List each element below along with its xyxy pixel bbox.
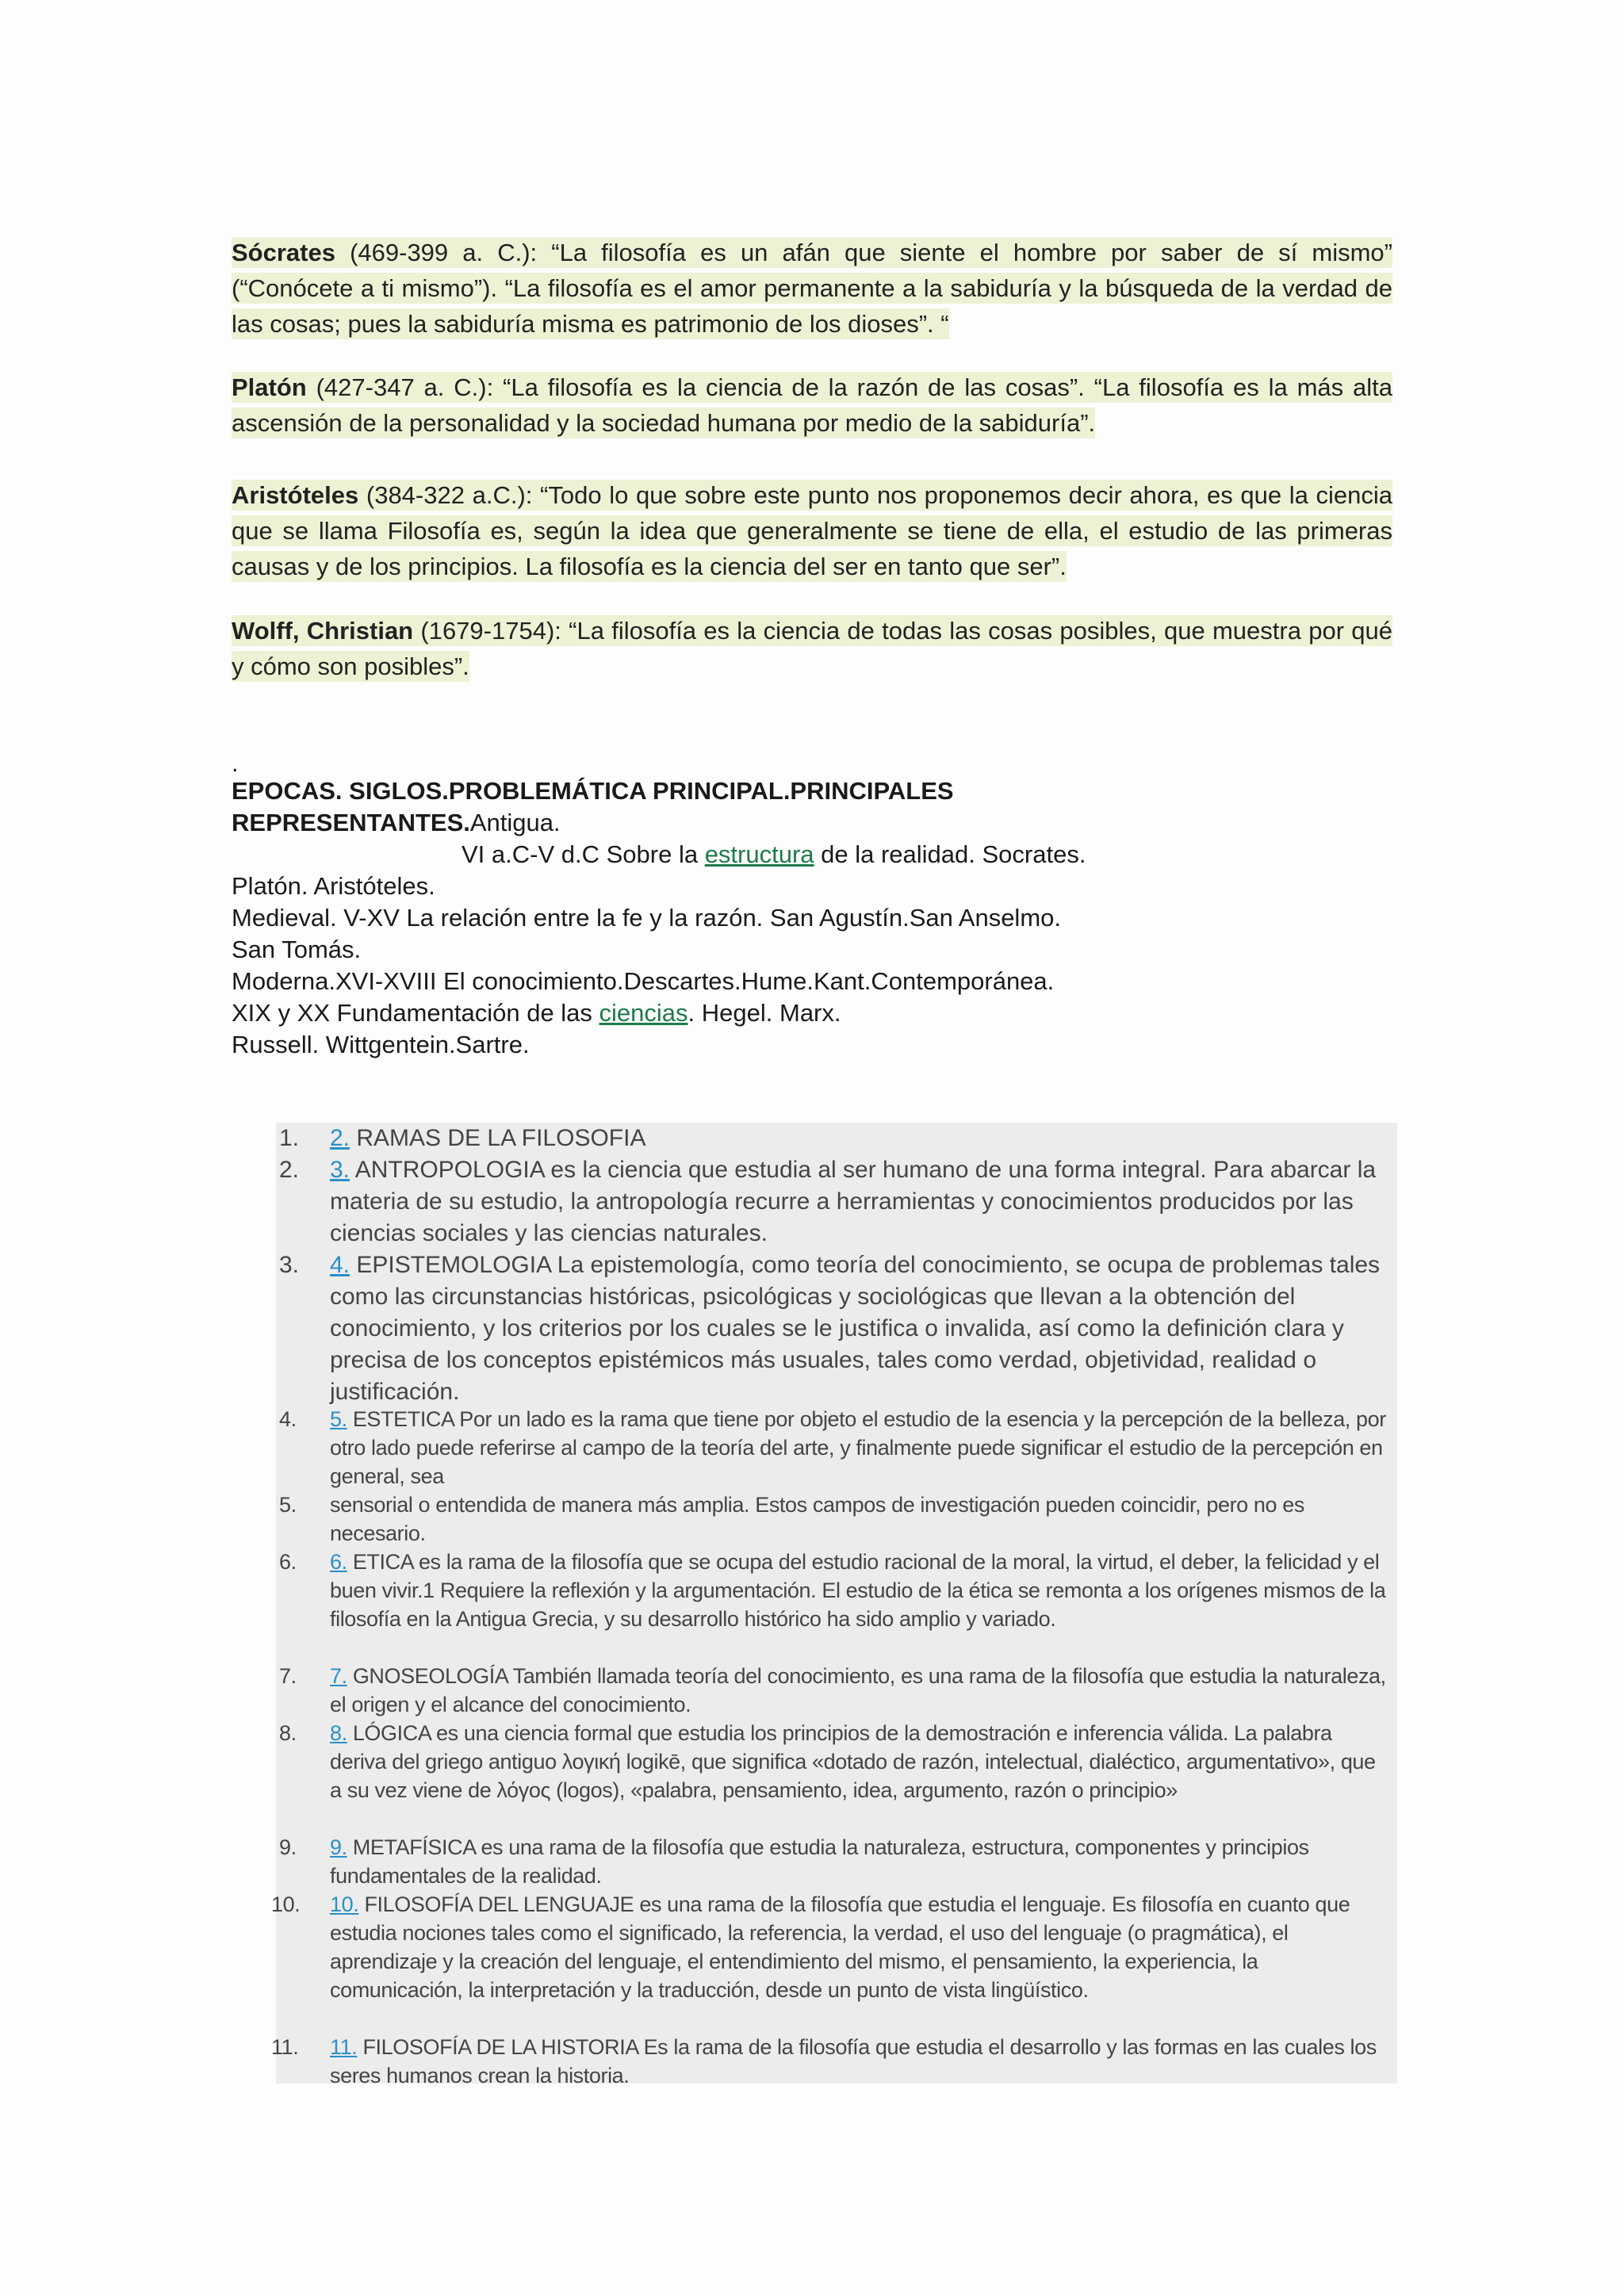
epoca-antigua-label: Antigua. xyxy=(469,809,561,836)
stray-dot: . xyxy=(232,749,239,777)
epocas-heading: EPOCAS. SIGLOS.PROBLEMÁTICA PRINCIPAL.PRINCIPALES xyxy=(232,777,954,805)
list-item-link[interactable]: 9. xyxy=(330,1835,347,1859)
epoca-medieval-line: Medieval. V-XV La relación entre la fe y la razón. San Agustín.San Anselmo. xyxy=(232,904,1061,932)
quote-author: Wolff, Christian xyxy=(232,617,414,645)
list-item-text: METAFÍSICA es una rama de la filosofía que estudia la naturaleza, estructura, componentes y principios fundamentales de la realidad. xyxy=(330,1835,1309,1888)
list-number: 9. xyxy=(279,1835,297,1859)
epoca-text: VI a.C-V d.C Sobre la xyxy=(462,840,705,868)
list-item-text: FILOSOFÍA DEL LENGUAJE es una rama de la filosofía que estudia el lenguaje. Es filosofía en cuanto que estudia nociones tales como el significado, la referencia, la verdad, el uso del lenguaje (o pragmática), el aprendizaje y la creación del lenguaje, el entendimiento del mismo, el pensamiento, la experiencia, la comunicación, la interpretación y la traducción, desde un punto de vista lingüístico. xyxy=(330,1892,1350,2002)
epoca-moderna-line: Moderna.XVI-XVIII El conocimiento.Descartes.Hume.Kant.Contemporánea. xyxy=(232,967,1055,995)
list-number: 6. xyxy=(279,1550,297,1574)
list-item-link[interactable]: 3. xyxy=(330,1157,350,1183)
list-item-text: LÓGICA es una ciencia formal que estudia los principios de la demostración e inferencia válida. La palabra deriva del griego antiguo λογική logikē, que significa «dotado de razón, intelectual, dialéctico, argumentativo», que a su vez viene de λόγος (logos), «palabra, pensamiento, idea, argumento, razón o principio» xyxy=(330,1721,1376,1802)
list-item-text: FILOSOFÍA DE LA HISTORIA Es la rama de la filosofía que estudia el desarrollo y las formas en las cuales los seres humanos crean la historia. xyxy=(330,2035,1377,2087)
list-number: 8. xyxy=(279,1721,297,1745)
epoca-medieval-representatives: San Tomás. xyxy=(232,936,362,963)
epocas-section xyxy=(232,749,1183,1061)
quote-aristoteles xyxy=(232,477,1392,584)
list-number: 10. xyxy=(271,1892,301,1916)
quote-author: Sócrates xyxy=(232,239,335,266)
quote-socrates xyxy=(232,235,1392,342)
list-number: 4. xyxy=(279,1407,297,1431)
list-item-body xyxy=(330,1123,1392,1154)
epocas-heading-line-1 xyxy=(232,775,1183,807)
list-item-text: EPISTEMOLOGIA La epistemología, como teoría del conocimiento, se ocupa de problemas tales como las circunstancias históricas, psicológicas y sociológicas que llevan a la obtención del conocimiento, y los criterios por los cuales se le justifica o invalida, así como la definición clara y precisa de los conceptos epistémicos más usuales, tales como verdad, objetividad, realidad o justificación. xyxy=(330,1252,1381,1405)
list-item-body xyxy=(330,1662,1392,1719)
list-number: 7. xyxy=(279,1664,297,1688)
quote-author: Aristóteles xyxy=(232,481,359,509)
quote-text: (427-347 a. C.): “La filosofía es la ciencia de la razón de las cosas”. “La filosofía es la más alta ascensión de la personalidad y la sociedad humana por medio de la sabiduría”. xyxy=(232,373,1392,437)
list-item-body xyxy=(330,1833,1392,1890)
list-item-text: ESTETICA Por un lado es la rama que tiene por objeto el estudio de la esencia y la percepción de la belleza, por otro lado puede referirse al campo de la teoría del arte, y finalmente puede significar el estudio de la percepción en general, sea xyxy=(330,1407,1386,1488)
list-item-link[interactable]: 5. xyxy=(330,1407,347,1431)
list-item-body xyxy=(330,1548,1392,1633)
list-number: 5. xyxy=(279,1493,297,1517)
list-item-link[interactable]: 4. xyxy=(330,1252,350,1278)
list-item-link[interactable]: 7. xyxy=(330,1664,347,1688)
quote-platon xyxy=(232,369,1392,441)
quote-text: (1679-1754): “La filosofía es la ciencia de todas las cosas posibles, que muestra por qué y cómo son posibles”. xyxy=(232,617,1392,680)
list-item-body xyxy=(330,1490,1392,1548)
list-number: 1. xyxy=(279,1125,300,1151)
link-ciencias[interactable]: ciencias xyxy=(599,999,688,1027)
list-item-text: ANTROPOLOGIA es la ciencia que estudia al ser humano de una forma integral. Para abarcar la materia de su estudio, la antropología recurre a herramientas y conocimientos producidos por las ciencias sociales y las ciencias naturales. xyxy=(330,1157,1377,1246)
epocas-heading-line-2 xyxy=(232,807,1183,839)
list-item-body xyxy=(330,1890,1392,2004)
epoca-text: . Hegel. Marx. xyxy=(688,999,841,1027)
epocas-heading-cont: REPRESENTANTES. xyxy=(232,809,470,836)
list-item-text: RAMAS DE LA FILOSOFIA xyxy=(350,1125,646,1151)
epoca-antigua-representatives: Platón. Aristóteles. xyxy=(232,872,435,900)
epoca-text: XIX y XX Fundamentación de las xyxy=(232,999,599,1027)
list-number: 2. xyxy=(279,1157,300,1183)
quote-text: (384-322 a.C.): “Todo lo que sobre este punto nos proponemos decir ahora, es que la ciencia que se llama Filosofía es, según la idea que generalmente se tiene de ella, el estudio de las primeras causas y de los principios. La filosofía es la ciencia del ser en tanto que ser”. xyxy=(232,481,1392,580)
list-item-link[interactable]: 10. xyxy=(330,1892,359,1916)
list-item-body xyxy=(330,2033,1392,2090)
epoca-text: de la realidad. Socrates. xyxy=(814,840,1086,868)
list-item-link[interactable]: 8. xyxy=(330,1721,347,1745)
list-item-body xyxy=(330,1154,1392,1249)
list-item-link[interactable]: 2. xyxy=(330,1125,350,1151)
list-item-body xyxy=(330,1719,1392,1804)
epoca-contemporanea-representatives: Russell. Wittgentein.Sartre. xyxy=(232,1031,530,1058)
ramas-list xyxy=(271,1123,1397,2087)
epoca-antigua-line xyxy=(232,839,1183,871)
list-item-body xyxy=(330,1405,1392,1490)
quote-wolff xyxy=(232,613,1392,684)
list-item-body xyxy=(330,1249,1392,1408)
list-item-text: GNOSEOLOGÍA También llamada teoría del conocimiento, es una rama de la filosofía que estudia la naturaleza, el origen y el alcance del conocimiento. xyxy=(330,1664,1386,1716)
list-item-text: ETICA es la rama de la filosofía que se ocupa del estudio racional de la moral, la virtud, el deber, la felicidad y el buen vivir.1 Requiere la reflexión y la argumentación. El estudio de la ética se remonta a los orígenes mismos de la filosofía en la Antigua Grecia, y su desarrollo histórico ha sido amplio y variado. xyxy=(330,1550,1386,1631)
link-estructura[interactable]: estructura xyxy=(704,840,814,868)
list-number: 3. xyxy=(279,1252,300,1278)
quote-author: Platón xyxy=(232,373,307,401)
list-item-link[interactable]: 6. xyxy=(330,1550,347,1574)
epoca-contemporanea-line xyxy=(232,997,1183,1029)
quote-text: (469-399 a. C.): “La filosofía es un afán que siente el hombre por saber de sí mismo” (“Conócete a ti mismo”). “La filosofía es el amor permanente a la sabiduría y la búsqueda de la verdad de las cosas; pues la sabiduría misma es patrimonio de los dioses”. “ xyxy=(232,239,1392,338)
list-item-text: sensorial o entendida de manera más amplia. Estos campos de investigación pueden coincidir, pero no es necesario. xyxy=(330,1493,1304,1545)
list-item-link[interactable]: 11. xyxy=(330,2035,358,2059)
list-number: 11. xyxy=(271,2035,299,2059)
